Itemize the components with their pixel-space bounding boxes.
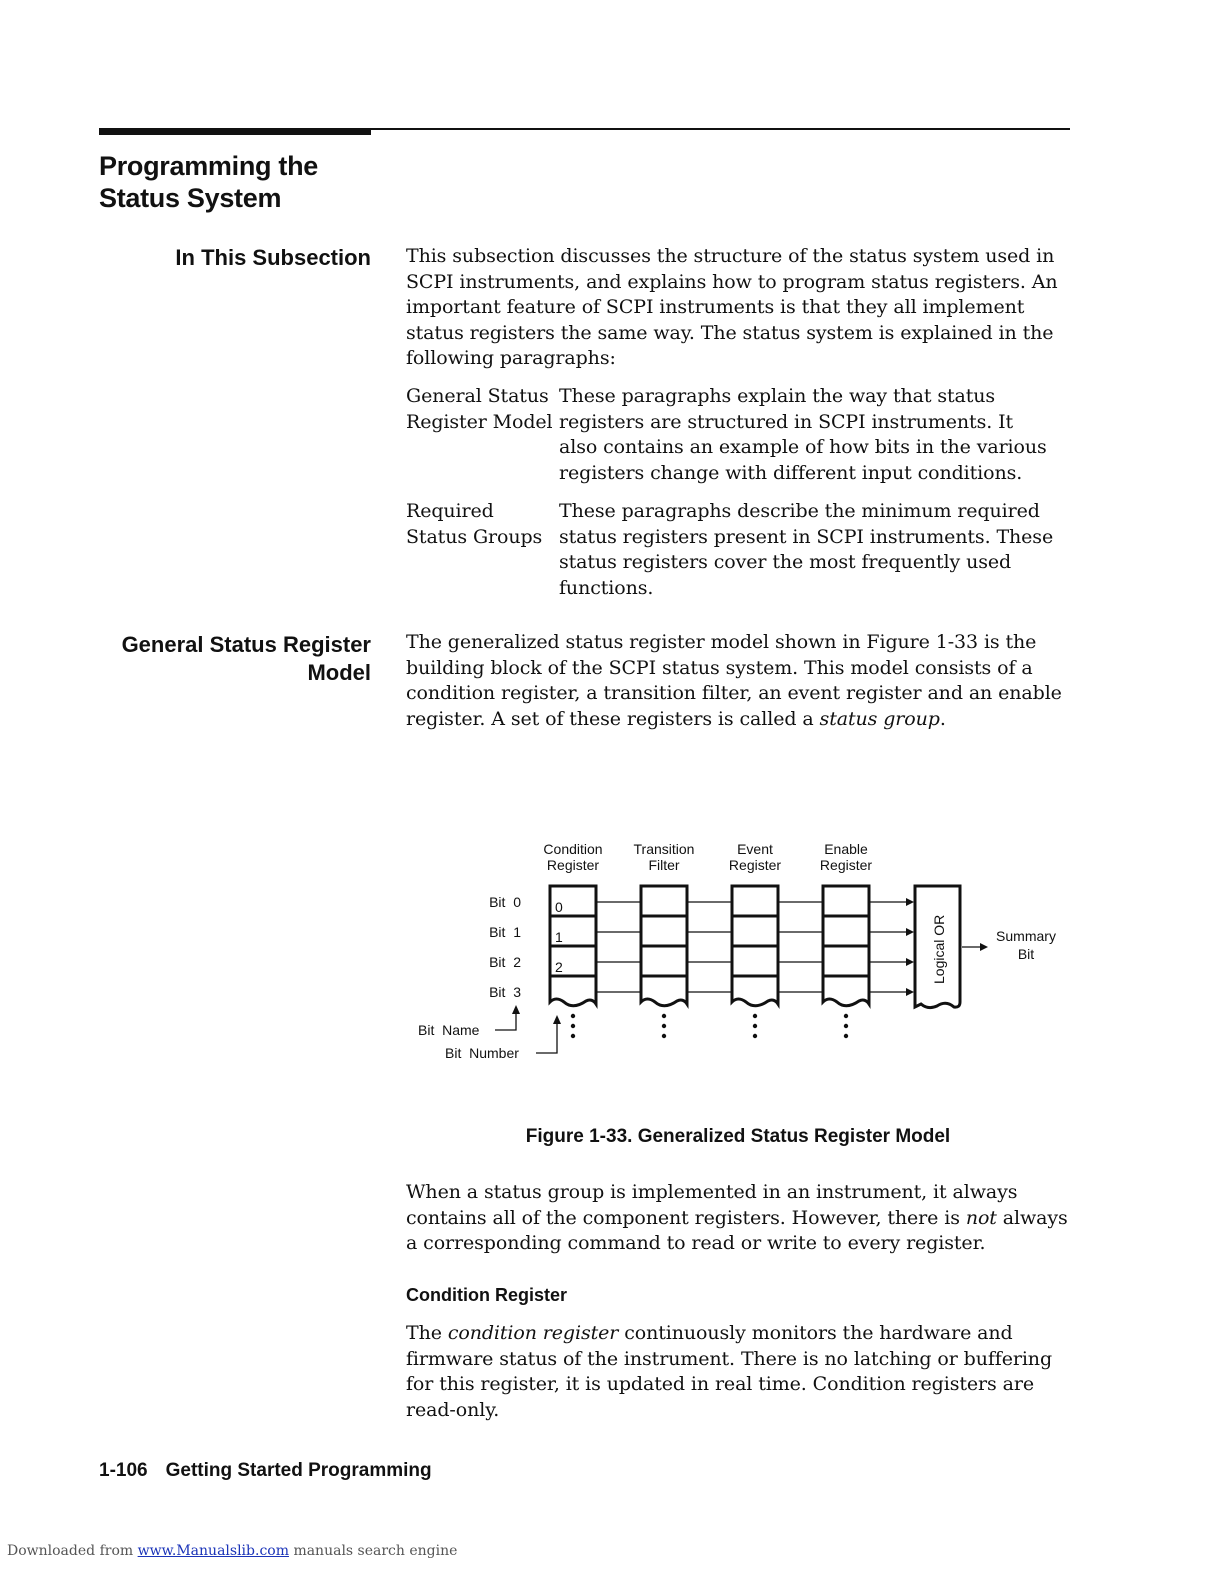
- definition-term: General Status Register Model: [406, 385, 553, 433]
- continuation-dot: [662, 1014, 666, 1018]
- bit-number-label: Bit Number: [445, 1045, 519, 1061]
- general-model-heading: General Status Register Model: [121, 632, 371, 685]
- emphasis-not: not: [965, 1206, 997, 1229]
- condition-register-heading: Condition Register: [406, 1285, 567, 1305]
- bit-label: Bit 2: [489, 954, 521, 970]
- logical-or-label: Logical OR: [931, 914, 947, 984]
- continuation-dot: [753, 1014, 757, 1018]
- continuation-dot: [571, 1014, 575, 1018]
- column-label: Condition: [543, 841, 603, 857]
- definition-term: Required Status Groups: [406, 500, 543, 548]
- bit-label: Bit 1: [489, 924, 521, 940]
- emphasis-status-group: status group: [819, 707, 940, 730]
- continuation-dot: [753, 1034, 757, 1038]
- summary-label: Summary: [996, 928, 1056, 944]
- general-model-paragraph: The generalized status register model shown in Figure 1-33 is the building block of the SCPI status system. This model consists of a condition register, a transition filter, an event register and an enable register. A set of these registers is called a status group.: [406, 631, 1062, 730]
- definition-text: These paragraphs explain the way that status registers are structured in SCPI instruments. It also contains an example of how bits in the various registers change with different input conditions.: [559, 385, 1047, 484]
- emphasis-condition-register: condition register: [447, 1322, 619, 1344]
- continuation-dot: [571, 1034, 575, 1038]
- intro-paragraph: This subsection discusses the structure of the status system used in SCPI instruments, and explains how to program status registers. An important feature of SCPI instruments is that they all implement status registers the same way. The status system is explained in the following paragraphs:: [406, 245, 1058, 370]
- source-line: Downloaded from www.Manualslib.com manuals search engine: [7, 1543, 458, 1559]
- continuation-dot: [571, 1024, 575, 1028]
- condition-register-paragraph: The condition register continuously monitors the hardware and firmware status of the instrument. There is no latching or buffering for this register, it is updated in real time. Condition registers are read-only.: [406, 1322, 1053, 1421]
- page-footer: [99, 1460, 432, 1482]
- header-rule-thin: [371, 128, 1070, 130]
- column-label: Transition: [633, 841, 695, 857]
- section-title: Programming the Status System: [99, 151, 319, 213]
- column-label: Register: [728, 857, 782, 873]
- cell-number: 0: [555, 899, 563, 915]
- continuation-dot: [753, 1024, 757, 1028]
- continuation-dot: [844, 1014, 848, 1018]
- column-label: Register: [819, 857, 873, 873]
- summary-label: Bit: [1017, 946, 1035, 962]
- continuation-dot: [844, 1024, 848, 1028]
- cell-number: 1: [555, 929, 563, 945]
- page-number: 1-106: [99, 1460, 148, 1481]
- footer-title: Getting Started Programming: [165, 1460, 432, 1481]
- column-label: Register: [546, 857, 600, 873]
- continuation-dot: [662, 1024, 666, 1028]
- column-label: Enable: [824, 841, 868, 857]
- bit-name-label: Bit Name: [418, 1022, 480, 1038]
- manualslib-link[interactable]: www.Manualslib.com: [137, 1543, 289, 1559]
- after-figure-paragraph: When a status group is implemented in an instrument, it always contains all of the component registers. However, there is not always a corresponding command to read or write to every register.: [406, 1181, 1068, 1255]
- register-column: [641, 886, 687, 1038]
- register-column: [823, 886, 869, 1038]
- header-rule-thick: [99, 128, 371, 135]
- status-register-diagram: [400, 830, 1080, 1070]
- definition-text: These paragraphs describe the minimum required status registers present in SCPI instruments. These status registers cover the most frequently used functions.: [559, 500, 1054, 599]
- bit-label: Bit 3: [489, 984, 521, 1000]
- bit-label: Bit 0: [489, 894, 521, 910]
- in-this-subsection-heading: In This Subsection: [175, 245, 371, 270]
- continuation-dot: [662, 1034, 666, 1038]
- column-label: Filter: [648, 857, 680, 873]
- figure-caption: Figure 1-33. Generalized Status Register Model: [525, 1126, 951, 1147]
- register-column: [732, 886, 778, 1038]
- column-label: Event: [737, 841, 773, 857]
- cell-number: 2: [555, 959, 563, 975]
- continuation-dot: [844, 1034, 848, 1038]
